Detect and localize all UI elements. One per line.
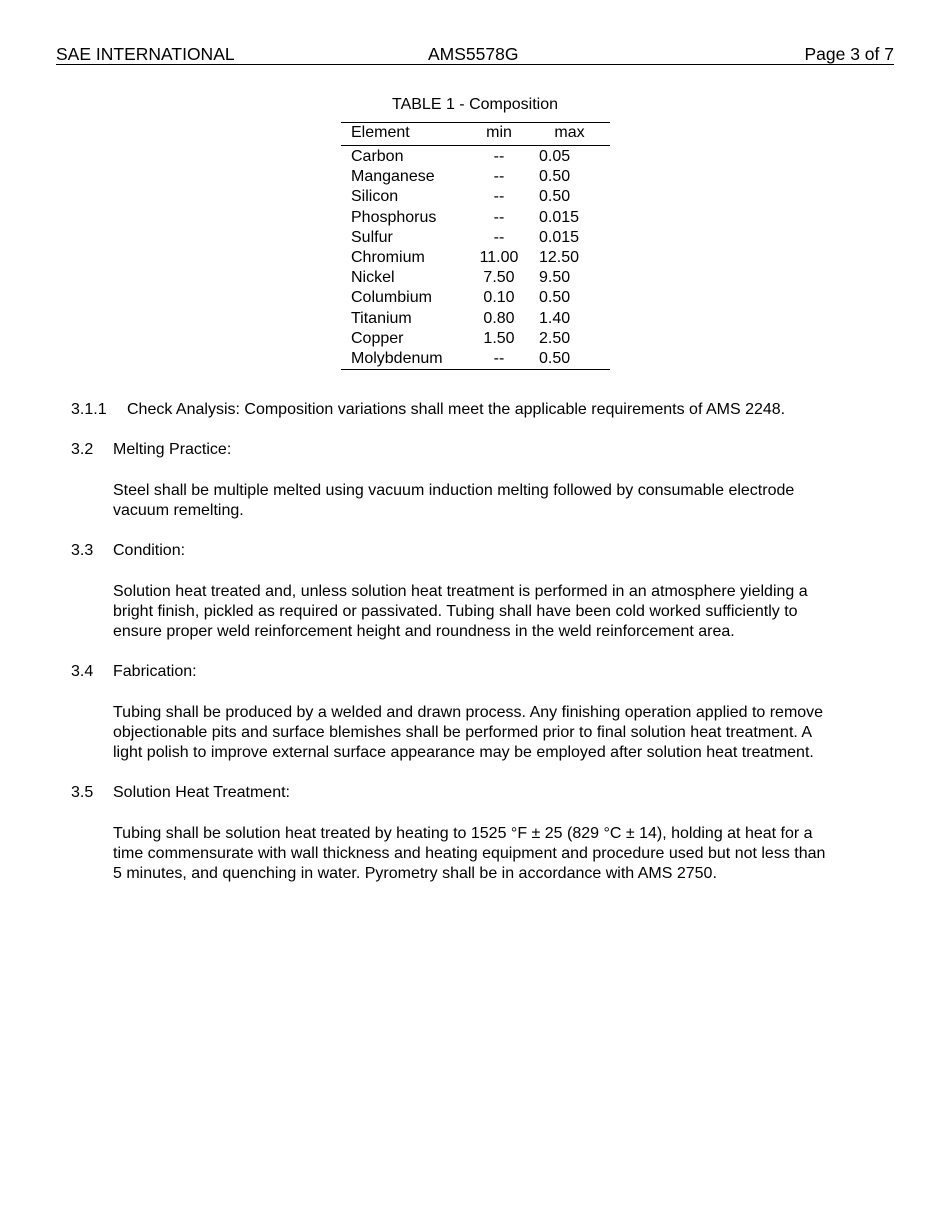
- paragraph-line: Solution heat treated and, unless solution heat treatment is performed in an atmosphere yielding a: [113, 583, 808, 600]
- element-cell: Chromium: [351, 249, 425, 267]
- section-heading-3-4: Fabrication:: [113, 663, 197, 680]
- section-number-3-1-1: 3.1.1: [71, 401, 107, 418]
- organization-name: SAE INTERNATIONAL: [56, 44, 235, 64]
- column-header-max: max: [554, 124, 585, 141]
- table-row: [341, 187, 610, 207]
- table-row: [341, 228, 610, 248]
- paragraph-line: objectionable pits and surface blemishes shall be performed prior to final solution heat treatment. A: [113, 724, 813, 742]
- max-cell: 0.015: [539, 208, 580, 226]
- min-cell: --: [493, 228, 505, 246]
- table-row: [341, 208, 610, 228]
- table-row: [341, 329, 610, 349]
- min-cell: 1.50: [483, 329, 515, 347]
- section-heading-3-3: Condition:: [113, 542, 186, 559]
- section-paragraph-3-3: [113, 582, 873, 643]
- element-cell: Copper: [351, 329, 404, 347]
- section-heading-3-5: Solution Heat Treatment:: [113, 784, 290, 801]
- min-cell: --: [493, 208, 505, 226]
- page-header: [56, 44, 894, 65]
- paragraph-line: time commensurate with wall thickness and heating equipment and procedure used but not less than: [113, 845, 826, 863]
- paragraph-line: Tubing shall be solution heat treated by heating to 1525 °F ± 25 (829 °C ± 14), holding at heat for a: [113, 825, 813, 842]
- min-cell: --: [493, 148, 505, 166]
- element-cell: Manganese: [351, 168, 435, 186]
- document-number: AMS5578G: [428, 44, 519, 64]
- table-title: TABLE 1 - Composition: [392, 96, 558, 113]
- section-number-3-3: 3.3: [71, 542, 94, 559]
- section-number-3-4: 3.4: [71, 663, 94, 680]
- element-cell: Columbium: [351, 289, 432, 307]
- max-cell: 12.50: [539, 249, 580, 267]
- element-cell: Nickel: [351, 269, 395, 287]
- section-text-3-1-1: Check Analysis: Composition variations shall meet the applicable requirements of AMS 2248.: [127, 401, 786, 418]
- paragraph-line: light polish to improve external surface appearance may be employed after solution heat treatment.: [113, 744, 814, 762]
- min-cell: --: [493, 349, 505, 367]
- section-paragraph-3-2: [113, 481, 873, 521]
- element-cell: Sulfur: [351, 228, 393, 246]
- column-header-element: Element: [351, 124, 410, 141]
- table-row: [341, 268, 610, 288]
- table-header-row: [341, 123, 610, 146]
- min-cell: --: [493, 188, 505, 206]
- table-row: [341, 146, 610, 168]
- table-row: [341, 349, 610, 370]
- paragraph-line: bright finish, pickled as required or passivated. Tubing shall have been cold worked sufficiently to: [113, 603, 798, 621]
- element-cell: Phosphorus: [351, 208, 437, 226]
- element-cell: Titanium: [351, 309, 412, 327]
- max-cell: 0.50: [539, 168, 571, 186]
- max-cell: 1.40: [539, 309, 571, 327]
- min-cell: --: [493, 168, 505, 186]
- max-cell: 0.50: [539, 349, 571, 367]
- element-cell: Carbon: [351, 148, 404, 166]
- table-row: [341, 248, 610, 268]
- paragraph-line: Steel shall be multiple melted using vacuum induction melting followed by consumable electrode: [113, 482, 795, 499]
- section-number-3-2: 3.2: [71, 441, 94, 458]
- min-cell: 0.80: [483, 309, 515, 327]
- max-cell: 0.50: [539, 289, 571, 307]
- max-cell: 0.50: [539, 188, 571, 206]
- paragraph-line: Tubing shall be produced by a welded and drawn process. Any finishing operation applied to remove: [113, 704, 824, 721]
- max-cell: 2.50: [539, 329, 571, 347]
- section-paragraph-3-4: [113, 703, 873, 764]
- section-number-3-5: 3.5: [71, 784, 94, 801]
- table-row: [341, 288, 610, 308]
- max-cell: 0.05: [539, 148, 571, 166]
- composition-table: [341, 122, 610, 370]
- max-cell: 9.50: [539, 269, 571, 287]
- max-cell: 0.015: [539, 228, 580, 246]
- table-row: [341, 167, 610, 187]
- page-number: Page 3 of 7: [804, 44, 894, 64]
- element-cell: Silicon: [351, 188, 399, 206]
- section-heading-3-2: Melting Practice:: [113, 441, 232, 458]
- table-row: [341, 309, 610, 329]
- column-header-min: min: [486, 124, 512, 141]
- element-cell: Molybdenum: [351, 349, 443, 367]
- paragraph-line: 5 minutes, and quenching in water. Pyrometry shall be in accordance with AMS 2750.: [113, 865, 717, 883]
- section-paragraph-3-5: [113, 824, 873, 885]
- paragraph-line: vacuum remelting.: [113, 502, 244, 520]
- paragraph-line: ensure proper weld reinforcement height and roundness in the weld reinforcement area.: [113, 623, 735, 641]
- min-cell: 7.50: [483, 269, 515, 287]
- min-cell: 0.10: [483, 289, 515, 307]
- min-cell: 11.00: [479, 249, 519, 267]
